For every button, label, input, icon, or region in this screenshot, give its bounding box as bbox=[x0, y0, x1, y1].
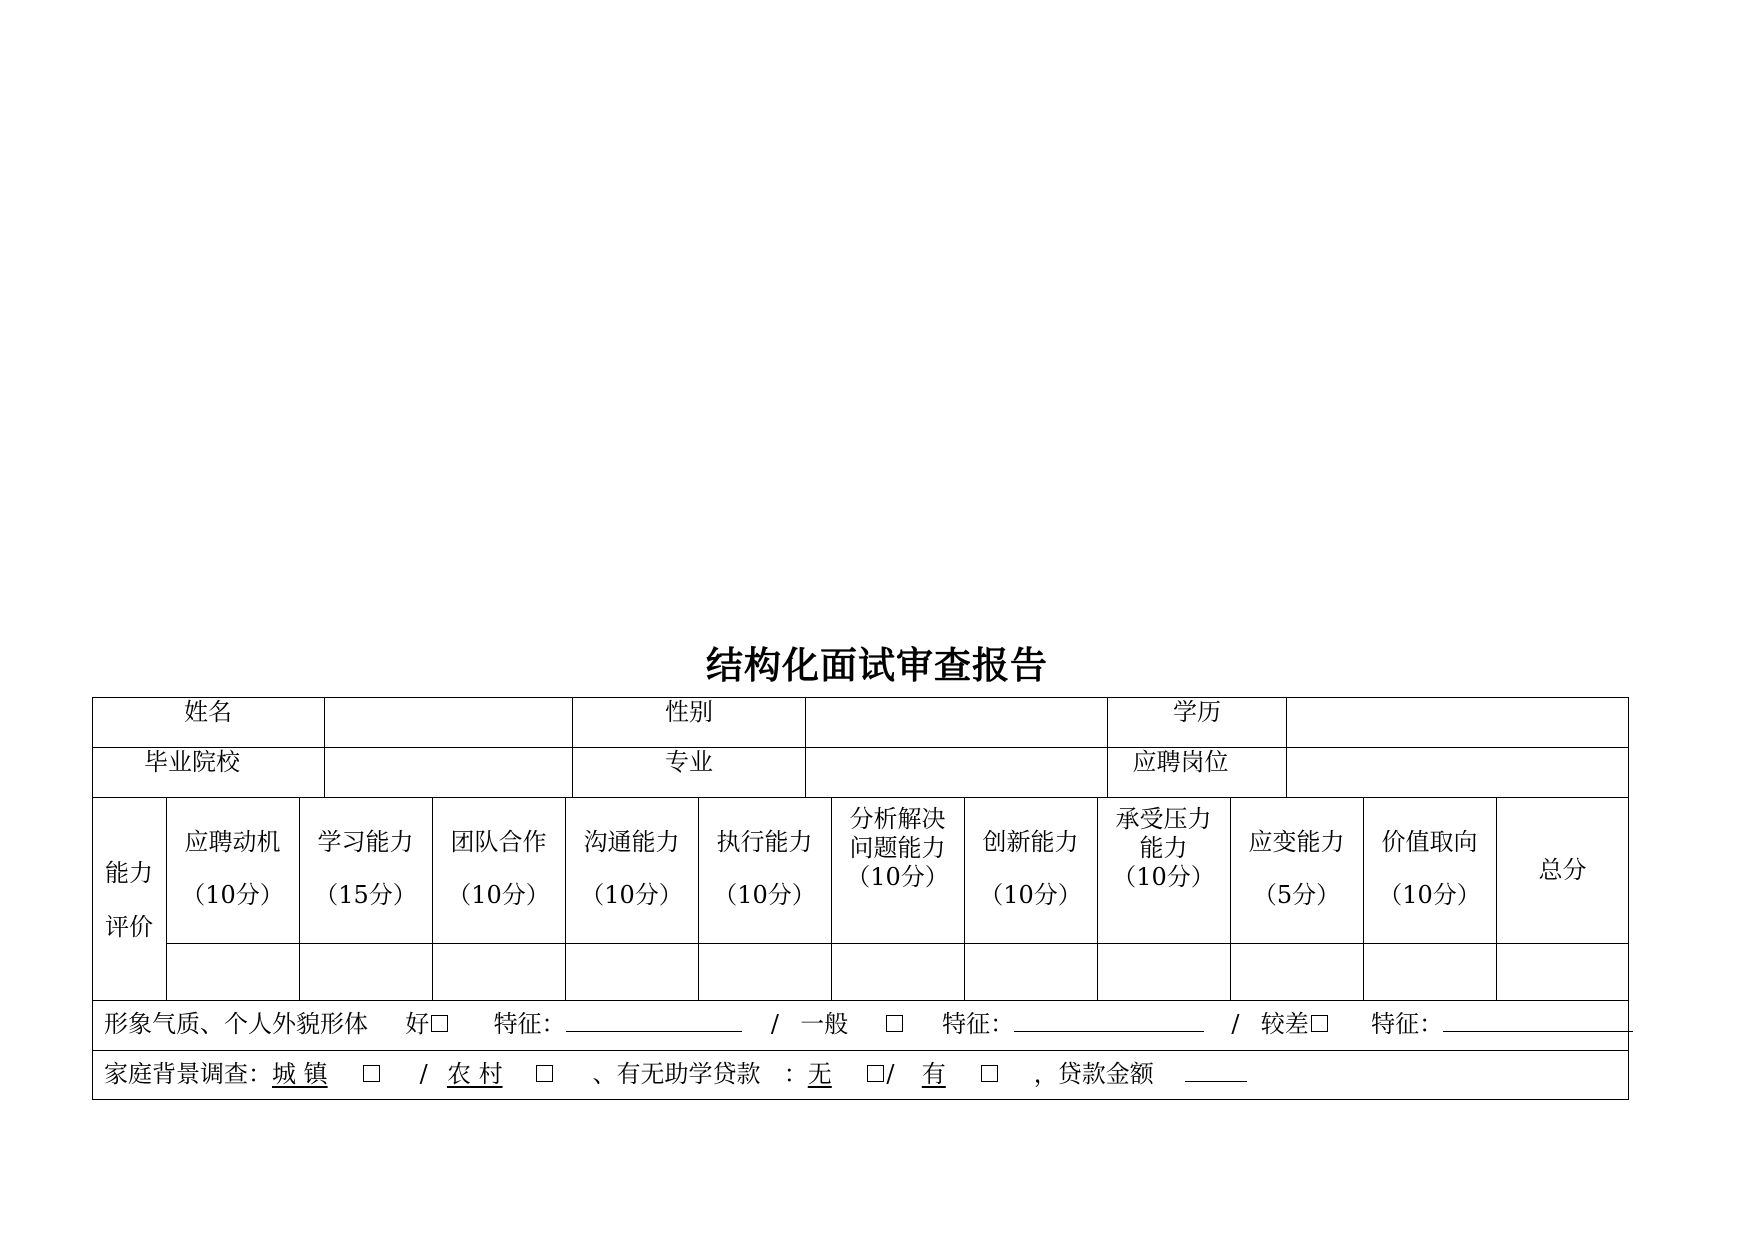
position-label: 应聘岗位 bbox=[1132, 748, 1229, 776]
score-input-cell[interactable] bbox=[433, 944, 565, 1000]
ability-column-header-line: 沟通能力 bbox=[583, 828, 680, 856]
ability-column-header-line: 应聘动机 bbox=[184, 828, 281, 856]
ability-column-header-line: （10分） bbox=[580, 881, 683, 909]
total-label: 总分 bbox=[1538, 856, 1587, 884]
loan-amount-blank[interactable] bbox=[1185, 1059, 1247, 1082]
ability-column-header-line: 分析解决 bbox=[849, 805, 946, 833]
ability-column-header-line: （10分） bbox=[447, 881, 550, 909]
no-loan-checkbox[interactable] bbox=[867, 1065, 884, 1082]
family-label: 家庭背景调查： bbox=[104, 1060, 272, 1088]
major-label: 专业 bbox=[665, 748, 713, 776]
separator: / bbox=[419, 1060, 428, 1088]
page-title: 结构化面试审查报告 bbox=[706, 643, 1048, 687]
poor-option-label: 较差 bbox=[1260, 1010, 1309, 1038]
ability-column-header-line: 承受压力 bbox=[1115, 805, 1212, 833]
position-field[interactable] bbox=[1287, 748, 1628, 797]
ability-column-header-line: （10分） bbox=[1378, 881, 1481, 909]
gender-label: 性别 bbox=[665, 698, 713, 726]
ability-column-header-line: （10分） bbox=[846, 863, 949, 891]
ability-column-header-line: 学习能力 bbox=[317, 828, 414, 856]
feature-label-3: 特征： bbox=[1371, 1010, 1444, 1038]
score-input-cell[interactable] bbox=[167, 944, 299, 1000]
urban-option-label: 城 镇 bbox=[272, 1060, 328, 1088]
loan-label: 、有无助学贷款 bbox=[592, 1060, 761, 1088]
ability-column-header-line: （10分） bbox=[1112, 863, 1215, 891]
ability-column-header-line: （10分） bbox=[181, 881, 284, 909]
rural-checkbox[interactable] bbox=[536, 1065, 553, 1082]
school-label: 毕业院校 bbox=[144, 748, 240, 776]
separator: / bbox=[886, 1060, 895, 1088]
feature-label-1: 特征： bbox=[493, 1010, 566, 1038]
rural-option-label: 农 村 bbox=[446, 1060, 503, 1088]
ability-column-header-line: （15分） bbox=[314, 881, 417, 909]
separator: / bbox=[770, 1010, 779, 1038]
education-label: 学历 bbox=[1173, 698, 1221, 726]
urban-checkbox[interactable] bbox=[363, 1065, 380, 1082]
ability-column-header-line: 执行能力 bbox=[716, 828, 813, 856]
ability-column-header-line: 能力 bbox=[1139, 834, 1188, 862]
score-input-cell[interactable] bbox=[832, 944, 964, 1000]
score-input-cell[interactable] bbox=[1231, 944, 1363, 1000]
major-field[interactable] bbox=[806, 748, 1107, 797]
good-option-label: 好 bbox=[405, 1010, 430, 1038]
poor-checkbox[interactable] bbox=[1311, 1015, 1328, 1032]
appearance-label: 形象气质、个人外貌形体 bbox=[104, 1010, 368, 1038]
loan-colon: ： bbox=[783, 1060, 808, 1088]
good-checkbox[interactable] bbox=[431, 1015, 448, 1032]
score-input-cell[interactable] bbox=[566, 944, 698, 1000]
ability-column-header-line: （10分） bbox=[713, 881, 816, 909]
yes-option-label: 有 bbox=[921, 1060, 946, 1088]
ability-label-line1: 能力 bbox=[105, 859, 153, 887]
no-option-label: 无 bbox=[807, 1060, 832, 1088]
ability-label bbox=[92, 846, 166, 954]
ability-label-line2: 评价 bbox=[105, 913, 153, 941]
score-input-cell[interactable] bbox=[699, 944, 831, 1000]
average-option-label: 一般 bbox=[800, 1010, 849, 1038]
ability-column-header-line: （5分） bbox=[1252, 881, 1341, 909]
name-label: 姓名 bbox=[184, 698, 232, 726]
good-feature-blank[interactable] bbox=[566, 1009, 742, 1032]
gender-field[interactable] bbox=[806, 698, 1107, 747]
feature-label-2: 特征： bbox=[942, 1010, 1015, 1038]
average-feature-blank[interactable] bbox=[1014, 1009, 1204, 1032]
yes-loan-checkbox[interactable] bbox=[981, 1065, 998, 1082]
score-input-cell[interactable] bbox=[300, 944, 432, 1000]
poor-feature-blank[interactable] bbox=[1443, 1009, 1633, 1032]
ability-column-header-line: 价值取向 bbox=[1381, 828, 1478, 856]
ability-column-header-line: 创新能力 bbox=[982, 828, 1079, 856]
separator: / bbox=[1231, 1010, 1240, 1038]
name-field[interactable] bbox=[325, 698, 572, 747]
total-score-cell[interactable] bbox=[1497, 944, 1628, 1000]
ability-column-header-line: 团队合作 bbox=[450, 828, 547, 856]
ability-column-header-line: 应变能力 bbox=[1248, 828, 1345, 856]
ability-column-header-line: （10分） bbox=[979, 881, 1082, 909]
school-field[interactable] bbox=[325, 748, 572, 797]
appearance-row bbox=[104, 1009, 1633, 1039]
average-checkbox[interactable] bbox=[886, 1015, 903, 1032]
ability-column-header-line: 问题能力 bbox=[849, 834, 946, 862]
education-field[interactable] bbox=[1287, 698, 1628, 747]
score-input-cell[interactable] bbox=[965, 944, 1097, 1000]
score-input-cell[interactable] bbox=[1098, 944, 1230, 1000]
loan-amount-label: ，贷款金额 bbox=[1033, 1060, 1154, 1088]
score-input-cell[interactable] bbox=[1364, 944, 1496, 1000]
family-row bbox=[104, 1059, 1247, 1089]
